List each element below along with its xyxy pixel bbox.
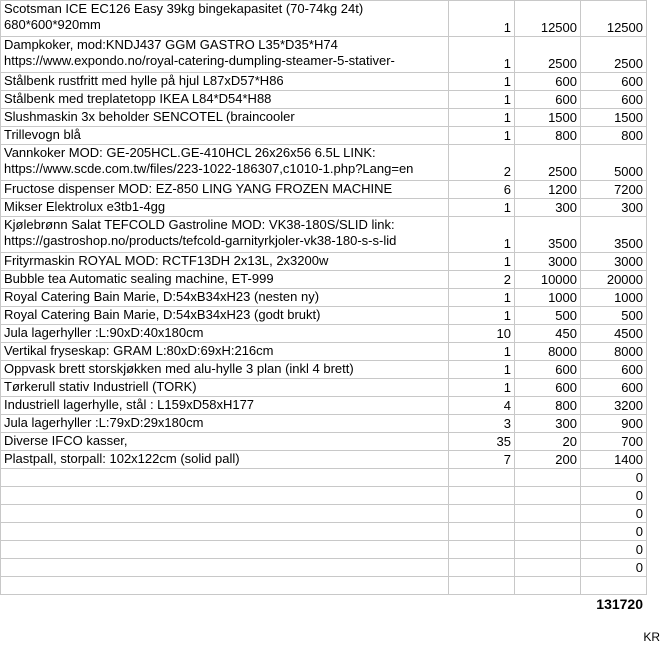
- description-cell[interactable]: [1, 469, 449, 487]
- table-row: [1, 559, 647, 577]
- quantity-cell[interactable]: 1: [449, 199, 515, 217]
- table-row: [1, 217, 647, 253]
- table-row: [1, 145, 647, 181]
- table-row: [1, 451, 647, 469]
- description-cell[interactable]: [1, 73, 449, 91]
- quantity-cell[interactable]: [449, 505, 515, 523]
- line-total-cell[interactable]: 5000: [581, 145, 647, 181]
- quantity-cell[interactable]: 10: [449, 325, 515, 343]
- description-line: Scotsman ICE EC126 Easy 39kg bingekapasitet (70-74kg 24t): [4, 1, 364, 16]
- spreadsheet-body: [1, 1, 647, 613]
- table-row: [1, 181, 647, 199]
- line-total-cell[interactable]: 700: [581, 433, 647, 451]
- line-total-cell[interactable]: 2500: [581, 37, 647, 73]
- description-cell[interactable]: [1, 127, 449, 145]
- description-cell[interactable]: [1, 487, 449, 505]
- quantity-cell[interactable]: 1: [449, 253, 515, 271]
- quantity-cell[interactable]: 1: [449, 1, 515, 37]
- unit-price-cell[interactable]: 300: [515, 415, 581, 433]
- description-line: Royal Catering Bain Marie, D:54xB34xH23 (godt brukt): [4, 307, 321, 322]
- total-spacer-cell[interactable]: [449, 595, 515, 613]
- unit-price-cell[interactable]: 2500: [515, 37, 581, 73]
- total-spacer-cell[interactable]: [515, 595, 581, 613]
- description-line: Kjølebrønn Salat TEFCOLD Gastroline MOD: VK38-180S/SLID link:: [4, 217, 395, 232]
- line-total-cell[interactable]: 1000: [581, 289, 647, 307]
- description-cell[interactable]: [1, 217, 449, 253]
- unit-price-cell[interactable]: 600: [515, 91, 581, 109]
- table-row: [1, 469, 647, 487]
- line-total-cell[interactable]: 12500: [581, 1, 647, 37]
- description-line: Royal Catering Bain Marie, D:54xB34xH23 (nesten ny): [4, 289, 320, 304]
- line-total-cell[interactable]: 3000: [581, 253, 647, 271]
- line-total-cell[interactable]: 600: [581, 91, 647, 109]
- table-row: [1, 91, 647, 109]
- unit-price-cell[interactable]: 3000: [515, 253, 581, 271]
- table-row: [1, 73, 647, 91]
- description-line: Mikser Elektrolux e3tb1-4gg: [4, 199, 166, 214]
- table-row: [1, 523, 647, 541]
- description-cell[interactable]: [1, 523, 449, 541]
- table-row: [1, 37, 647, 73]
- unit-price-cell[interactable]: 1500: [515, 109, 581, 127]
- table-row: [1, 541, 647, 559]
- line-total-cell[interactable]: 600: [581, 361, 647, 379]
- total-spacer-cell[interactable]: [1, 595, 449, 613]
- table-row: [1, 1, 647, 37]
- line-total-cell[interactable]: 3200: [581, 397, 647, 415]
- table-row: [1, 253, 647, 271]
- description-line: Tørkerull stativ Industriell (TORK): [4, 379, 197, 394]
- unit-price-cell[interactable]: [515, 577, 581, 595]
- table-row: [1, 199, 647, 217]
- description-cell[interactable]: [1, 415, 449, 433]
- table-row: [1, 433, 647, 451]
- description-cell[interactable]: [1, 181, 449, 199]
- quantity-cell[interactable]: 1: [449, 91, 515, 109]
- quantity-cell[interactable]: [449, 541, 515, 559]
- unit-price-cell[interactable]: 600: [515, 379, 581, 397]
- unit-price-cell[interactable]: 10000: [515, 271, 581, 289]
- unit-price-cell[interactable]: 1000: [515, 289, 581, 307]
- quantity-cell[interactable]: 1: [449, 37, 515, 73]
- table-row: [1, 505, 647, 523]
- unit-price-cell[interactable]: 2500: [515, 145, 581, 181]
- quantity-cell[interactable]: 2: [449, 271, 515, 289]
- unit-price-cell[interactable]: 450: [515, 325, 581, 343]
- description-line: Vertikal fryseskap: GRAM L:80xD:69xH:216cm: [4, 343, 274, 358]
- quantity-cell[interactable]: [449, 577, 515, 595]
- unit-price-cell[interactable]: 3500: [515, 217, 581, 253]
- line-total-cell[interactable]: 0: [581, 487, 647, 505]
- description-cell[interactable]: [1, 379, 449, 397]
- currency-unit-label: KR: [643, 630, 660, 644]
- line-total-cell[interactable]: 0: [581, 541, 647, 559]
- unit-price-cell[interactable]: 8000: [515, 343, 581, 361]
- table-row: [1, 127, 647, 145]
- unit-price-cell[interactable]: [515, 505, 581, 523]
- table-row: [1, 415, 647, 433]
- line-total-cell[interactable]: 4500: [581, 325, 647, 343]
- line-total-cell[interactable]: 20000: [581, 271, 647, 289]
- description-line: Bubble tea Automatic sealing machine, ET-999: [4, 271, 274, 286]
- description-line: Stålbenk rustfritt med hylle på hjul L87xD57*H86: [4, 73, 284, 88]
- unit-price-cell[interactable]: [515, 541, 581, 559]
- description-cell[interactable]: [1, 109, 449, 127]
- quantity-cell[interactable]: 1: [449, 343, 515, 361]
- description-cell[interactable]: [1, 199, 449, 217]
- line-total-cell[interactable]: 600: [581, 379, 647, 397]
- quantity-cell[interactable]: [449, 487, 515, 505]
- line-total-cell[interactable]: 300: [581, 199, 647, 217]
- description-cell[interactable]: [1, 325, 449, 343]
- description-cell[interactable]: [1, 343, 449, 361]
- description-line: Jula lagerhyller :L:79xD:29x180cm: [4, 415, 204, 430]
- description-line: https://www.expondo.no/royal-catering-dumpling-steamer-5-stativer-: [4, 53, 395, 68]
- line-total-cell[interactable]: 800: [581, 127, 647, 145]
- unit-price-cell[interactable]: 600: [515, 361, 581, 379]
- description-line: Jula lagerhyller :L:90xD:40x180cm: [4, 325, 204, 340]
- description-line: 680*600*920mm: [4, 17, 101, 32]
- description-cell[interactable]: [1, 253, 449, 271]
- description-cell[interactable]: [1, 559, 449, 577]
- description-cell[interactable]: [1, 145, 449, 181]
- description-cell[interactable]: [1, 433, 449, 451]
- quantity-cell[interactable]: 35: [449, 433, 515, 451]
- description-line: Plastpall, storpall: 102x122cm (solid pall): [4, 451, 240, 466]
- description-cell[interactable]: [1, 91, 449, 109]
- unit-price-cell[interactable]: 200: [515, 451, 581, 469]
- unit-price-cell[interactable]: [515, 469, 581, 487]
- table-row: [1, 487, 647, 505]
- description-line: Diverse IFCO kasser,: [4, 433, 128, 448]
- table-row: [1, 343, 647, 361]
- description-line: Industriell lagerhylle, stål : L159xD58xH177: [4, 397, 255, 412]
- unit-price-cell[interactable]: 600: [515, 73, 581, 91]
- line-total-cell[interactable]: 3500: [581, 217, 647, 253]
- quantity-cell[interactable]: 1: [449, 73, 515, 91]
- description-line: Frityrmaskin ROYAL MOD: RCTF13DH 2x13L, 2x3200w: [4, 253, 329, 268]
- quantity-cell[interactable]: 1: [449, 217, 515, 253]
- description-line: Oppvask brett storskjøkken med alu-hylle 3 plan (inkl 4 brett): [4, 361, 354, 376]
- description-cell[interactable]: [1, 577, 449, 595]
- total-row: [1, 595, 647, 613]
- line-total-cell[interactable]: 7200: [581, 181, 647, 199]
- line-total-cell[interactable]: 0: [581, 469, 647, 487]
- description-cell[interactable]: [1, 361, 449, 379]
- quantity-cell[interactable]: 6: [449, 181, 515, 199]
- line-total-cell[interactable]: 0: [581, 505, 647, 523]
- table-row: [1, 307, 647, 325]
- description-cell[interactable]: [1, 271, 449, 289]
- quantity-cell[interactable]: 1: [449, 307, 515, 325]
- unit-price-cell[interactable]: 20: [515, 433, 581, 451]
- quantity-cell[interactable]: 1: [449, 289, 515, 307]
- quantity-cell[interactable]: 2: [449, 145, 515, 181]
- description-cell[interactable]: [1, 1, 449, 37]
- unit-price-cell[interactable]: 300: [515, 199, 581, 217]
- description-cell[interactable]: [1, 541, 449, 559]
- description-line: Vannkoker MOD: GE-205HCL.GE-410HCL 26x26x56 6.5L LINK:: [4, 145, 376, 160]
- description-line: https://www.scde.com.tw/files/223-1022-186307,c1010-1.php?Lang=en: [4, 161, 414, 176]
- table-row: [1, 109, 647, 127]
- description-cell[interactable]: [1, 289, 449, 307]
- quantity-cell[interactable]: 1: [449, 361, 515, 379]
- line-total-cell[interactable]: [581, 577, 647, 595]
- line-total-cell[interactable]: 8000: [581, 343, 647, 361]
- description-cell[interactable]: [1, 37, 449, 73]
- unit-price-cell[interactable]: [515, 559, 581, 577]
- line-total-cell[interactable]: 0: [581, 523, 647, 541]
- description-line: Stålbenk med treplatetopp IKEA L84*D54*H88: [4, 91, 272, 106]
- table-row: [1, 577, 647, 595]
- unit-price-cell[interactable]: 1200: [515, 181, 581, 199]
- table-row: [1, 289, 647, 307]
- line-total-cell[interactable]: 1400: [581, 451, 647, 469]
- quantity-cell[interactable]: [449, 469, 515, 487]
- unit-price-cell[interactable]: 800: [515, 127, 581, 145]
- quantity-cell[interactable]: [449, 523, 515, 541]
- description-cell[interactable]: [1, 307, 449, 325]
- quantity-cell[interactable]: 1: [449, 379, 515, 397]
- description-cell[interactable]: [1, 397, 449, 415]
- description-line: https://gastroshop.no/products/tefcold-garnityrkjoler-vk38-180-s-s-lid: [4, 233, 397, 248]
- description-line: Slushmaskin 3x beholder SENCOTEL (braincooler: [4, 109, 295, 124]
- line-total-cell[interactable]: 600: [581, 73, 647, 91]
- line-total-cell[interactable]: 1500: [581, 109, 647, 127]
- grand-total-cell[interactable]: 131720: [581, 595, 647, 613]
- unit-price-cell[interactable]: 500: [515, 307, 581, 325]
- line-total-cell[interactable]: 0: [581, 559, 647, 577]
- table-row: [1, 271, 647, 289]
- description-cell[interactable]: [1, 451, 449, 469]
- table-row: [1, 397, 647, 415]
- quantity-cell[interactable]: 1: [449, 109, 515, 127]
- quantity-cell[interactable]: 7: [449, 451, 515, 469]
- unit-price-cell[interactable]: [515, 487, 581, 505]
- description-line: Trillevogn blå: [4, 127, 81, 142]
- description-line: Fructose dispenser MOD: EZ-850 LING YANG FROZEN MACHINE: [4, 181, 393, 196]
- table-row: [1, 361, 647, 379]
- unit-price-cell[interactable]: 12500: [515, 1, 581, 37]
- description-line: Dampkoker, mod:KNDJ437 GGM GASTRO L35*D35*H74: [4, 37, 338, 52]
- table-row: [1, 379, 647, 397]
- table-row: [1, 325, 647, 343]
- quantity-cell[interactable]: 4: [449, 397, 515, 415]
- quantity-cell[interactable]: 1: [449, 127, 515, 145]
- line-total-cell[interactable]: 900: [581, 415, 647, 433]
- quantity-cell[interactable]: 3: [449, 415, 515, 433]
- unit-price-cell[interactable]: [515, 523, 581, 541]
- description-cell[interactable]: [1, 505, 449, 523]
- unit-price-cell[interactable]: 800: [515, 397, 581, 415]
- quantity-cell[interactable]: [449, 559, 515, 577]
- line-total-cell[interactable]: 500: [581, 307, 647, 325]
